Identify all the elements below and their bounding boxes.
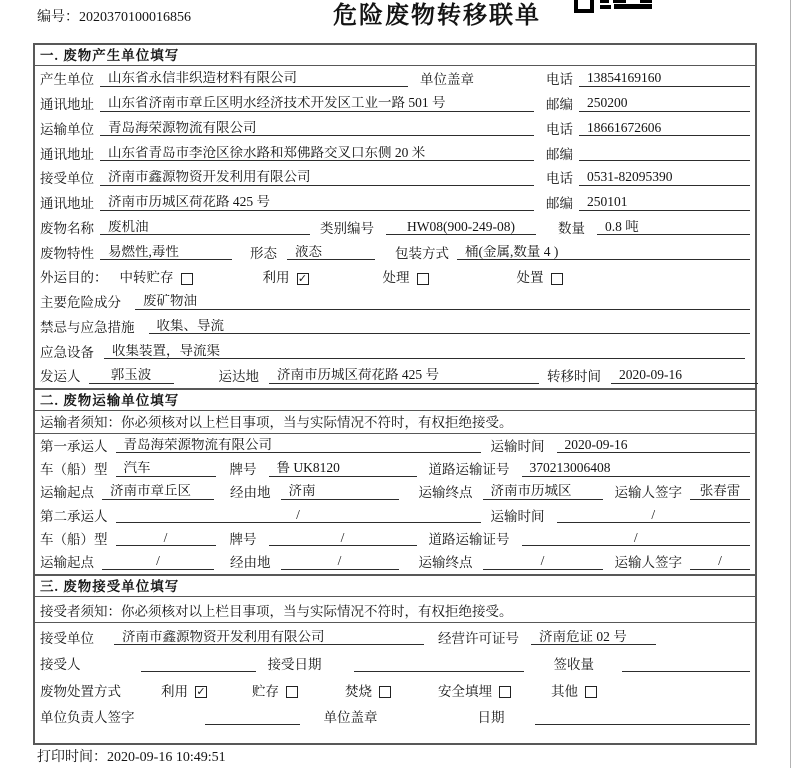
- sign-label: 运输人签字: [614, 555, 682, 571]
- via-label: 经由地: [230, 555, 271, 571]
- row-vehicle1: [35, 457, 755, 480]
- unit-seal-label: 单位盖章: [420, 72, 474, 88]
- print-time-value: 2020-09-16 10:49:51: [107, 750, 226, 765]
- road-no1-value: 370213006408: [522, 461, 751, 477]
- waste-name-label: 废物名称: [40, 220, 94, 236]
- license-label: 经营许可证号: [438, 630, 519, 646]
- disposal-option-incinerate: [345, 685, 391, 699]
- dest-label: 运达地: [218, 369, 259, 385]
- disposal-option-other: [551, 685, 597, 699]
- date-value: [535, 723, 751, 725]
- plate-label: 牌号: [229, 462, 257, 478]
- section-receiver-title: 三. 废物接受单位填写: [35, 576, 755, 597]
- row-waste-character: [35, 239, 755, 264]
- emergency-value: 收集、导流: [149, 319, 751, 335]
- equipment-value: 收集装置，导流渠: [104, 344, 745, 360]
- row-hazard: [35, 289, 755, 314]
- emergency-label: 禁忌与应急措施: [40, 319, 135, 335]
- checkbox-icon: [379, 686, 391, 698]
- via-label: 经由地: [230, 485, 271, 501]
- row-shipper: [35, 363, 755, 388]
- terminal2-value: /: [483, 554, 603, 570]
- row-transporter-notice: [35, 411, 755, 434]
- checkbox-icon: [286, 686, 298, 698]
- carrier2-label: 第二承运人: [40, 508, 108, 524]
- checkbox-label: 利用: [262, 270, 290, 286]
- road-no2-value: /: [522, 531, 751, 547]
- hazard-label: 主要危险成分: [40, 295, 121, 311]
- row-vehicle2: [35, 527, 755, 550]
- print-time-label: 打印时间：: [37, 750, 107, 765]
- recv-addr-value: 济南市历城区荷花路 425 号: [100, 195, 534, 211]
- purpose-option-transfer-storage: [120, 271, 193, 285]
- checkbox-label: 利用: [161, 683, 188, 699]
- pack-value: 桶(金属,数量 4 ): [457, 245, 750, 261]
- row-route2: [35, 550, 755, 573]
- row-gen-addr: [35, 91, 755, 116]
- checkbox-label: 处置: [516, 270, 544, 286]
- print-time-line: [37, 751, 226, 765]
- row-receiver-unit: [35, 623, 755, 649]
- recv-qty-value: [622, 670, 750, 672]
- via1-value: 济南: [281, 484, 399, 500]
- row-route1: [35, 481, 755, 504]
- vehicle-label: 车（船）型: [40, 531, 108, 547]
- row-recv-unit: [35, 165, 755, 190]
- checkbox-label: 中转贮存: [119, 270, 174, 286]
- zip-label: 邮编: [546, 196, 573, 212]
- hazard-value: 废矿物油: [135, 294, 750, 310]
- row-carrier1: [35, 434, 755, 457]
- dest-value: 济南市历城区荷花路 425 号: [269, 368, 539, 384]
- pack-label: 包装方式: [395, 245, 449, 261]
- trans-addr-value: 山东省青岛市李沧区徐水路和郑佛路交叉口东侧 20 米: [100, 146, 534, 162]
- gen-zip-value: 250200: [579, 96, 750, 112]
- recv-unit-value: 济南市鑫源物资开发利用有限公司: [100, 170, 534, 186]
- manifest-form: [33, 43, 757, 745]
- purpose-option-treat: [383, 271, 429, 285]
- row-receiver-person: [35, 649, 755, 675]
- origin-label: 运输起点: [40, 555, 94, 571]
- checkbox-label: 处理: [382, 270, 410, 286]
- trans-time-label: 运输时间: [490, 508, 545, 524]
- plate2-value: /: [269, 531, 417, 547]
- checkbox-icon: [499, 686, 511, 698]
- receiver-notice-label: 接受者须知：: [40, 603, 121, 619]
- section-generator: [35, 45, 755, 388]
- trans-unit-value: 青岛海荣源物流有限公司: [100, 121, 534, 137]
- license-value: 济南危证 02 号: [531, 630, 656, 646]
- form-label: 形态: [250, 245, 277, 261]
- recv-unit-value: 济南市鑫源物资开发利用有限公司: [114, 630, 424, 646]
- gen-addr-value: 山东省济南市章丘区明水经济技术开发区工业一路 501 号: [100, 96, 534, 112]
- recv-person-value: [141, 670, 256, 672]
- row-equipment: [35, 338, 755, 363]
- phone-label: 电话: [546, 171, 573, 187]
- row-trans-unit: [35, 116, 755, 141]
- page-title: 危险废物转移联单: [333, 3, 541, 29]
- terminal-label: 运输终点: [418, 555, 473, 571]
- addr-label: 通讯地址: [40, 196, 94, 212]
- addr-label: 通讯地址: [40, 146, 94, 162]
- zip-label: 邮编: [546, 97, 573, 113]
- transporter-notice-label: 运输者须知：: [40, 414, 121, 430]
- sign1-value: 张春雷: [690, 484, 750, 500]
- checkbox-label: 其他: [551, 683, 578, 699]
- waste-name-value: 废机油: [100, 220, 310, 236]
- row-receiver-notice: [35, 597, 755, 623]
- category-value: HW08(900-249-08): [386, 220, 536, 236]
- vehicle2-value: /: [116, 531, 216, 547]
- row-carrier2: [35, 504, 755, 527]
- origin-label: 运输起点: [40, 485, 94, 501]
- recv-zip-value: 250101: [579, 195, 750, 211]
- character-value: 易燃性,毒性: [100, 245, 232, 261]
- road-no-label: 道路运输证号: [428, 462, 510, 478]
- chief-sign-value: [205, 723, 300, 725]
- checkbox-icon: [417, 273, 429, 285]
- row-emergency: [35, 314, 755, 339]
- row-recv-addr: [35, 190, 755, 215]
- origin1-value: 济南市章丘区: [102, 484, 214, 500]
- recv-date-value: [354, 670, 524, 672]
- disposal-option-utilize: [161, 685, 207, 699]
- recv-person-label: 接受人: [40, 657, 81, 673]
- sign2-value: /: [690, 554, 750, 570]
- row-gen-unit: [35, 66, 755, 91]
- purpose-option-dispose: [517, 271, 563, 285]
- chief-sign-label: 单位负责人签字: [40, 710, 135, 726]
- trans-time-label: 运输时间: [490, 438, 545, 454]
- purpose-option-utilize: [263, 271, 309, 285]
- section-generator-title: 一. 废物产生单位填写: [35, 45, 755, 66]
- category-label: 类别编号: [320, 220, 374, 236]
- plate1-value: 鲁 UK8120: [269, 461, 417, 477]
- disposal-label: 废物处置方式: [40, 683, 121, 699]
- checkbox-checked-icon: ✓: [196, 686, 206, 699]
- phone-label: 电话: [546, 72, 573, 88]
- page-edge-divider: [790, 0, 791, 768]
- trans-zip-value: [579, 159, 750, 161]
- row-waste-name: [35, 215, 755, 240]
- trans-unit-label: 运输单位: [40, 121, 94, 137]
- recv-date-label: 接受日期: [267, 657, 322, 673]
- equipment-label: 应急设备: [40, 344, 94, 360]
- terminal1-value: 济南市历城区: [483, 484, 603, 500]
- row-chief-sign: [35, 702, 755, 728]
- checkbox-checked-icon: ✓: [297, 272, 308, 285]
- carrier2-value: /: [116, 508, 481, 524]
- trans-phone-value: 18661672606: [579, 121, 750, 137]
- checkbox-label: 焚烧: [345, 683, 372, 699]
- qty-label: 数量: [558, 220, 585, 236]
- qty-value: 0.8 吨: [597, 220, 750, 236]
- section-transporter-title: 二. 废物运输单位填写: [35, 390, 755, 411]
- character-label: 废物特性: [40, 245, 94, 261]
- vehicle1-value: 汽车: [116, 461, 216, 477]
- recv-unit-label: 接受单位: [40, 630, 94, 646]
- gen-unit-value: 山东省永信非织造材料有限公司: [100, 71, 408, 87]
- recv-qty-label: 签收量: [553, 657, 594, 673]
- serial-value: 2020370100016856: [79, 10, 191, 25]
- recv-unit-label: 接受单位: [40, 171, 94, 187]
- row-disposal: [35, 676, 755, 702]
- section-transporter: [35, 388, 755, 574]
- section-receiver: [35, 574, 755, 729]
- row-trans-addr: [35, 140, 755, 165]
- serial-label: 编号：: [37, 10, 79, 25]
- phone-label: 电话: [546, 121, 573, 137]
- carrier1-value: 青岛海荣源物流有限公司: [116, 438, 481, 454]
- addr-label: 通讯地址: [40, 97, 94, 113]
- qr-code-fragment-icon: [574, 0, 654, 9]
- transfer-time-label: 转移时间: [547, 369, 601, 385]
- via2-value: /: [281, 554, 399, 570]
- checkbox-label: 贮存: [252, 683, 279, 699]
- document-header: [0, 0, 796, 43]
- checkbox-icon: [181, 273, 193, 285]
- shipper-value: 郭玉波: [89, 368, 174, 384]
- checkbox-label: 安全填埋: [438, 683, 492, 699]
- row-purpose: [35, 264, 755, 289]
- gen-phone-value: 13854169160: [579, 71, 750, 87]
- transfer-time-value: 2020-09-16: [611, 368, 758, 384]
- disposal-option-storage: [252, 685, 298, 699]
- recv-phone-value: 0531-82095390: [579, 170, 750, 186]
- checkbox-icon: [551, 273, 563, 285]
- sign-label: 运输人签字: [614, 485, 682, 501]
- trans-time2-value: /: [557, 508, 751, 524]
- shipper-label: 发运人: [40, 369, 81, 385]
- unit-seal-label: 单位盖章: [323, 710, 378, 726]
- disposal-option-landfill: [438, 685, 511, 699]
- serial-number-line: [37, 11, 191, 25]
- origin2-value: /: [102, 554, 214, 570]
- terminal-label: 运输终点: [418, 485, 473, 501]
- vehicle-label: 车（船）型: [40, 462, 108, 478]
- carrier1-label: 第一承运人: [40, 438, 108, 454]
- date-label: 日期: [477, 710, 505, 726]
- plate-label: 牌号: [229, 531, 257, 547]
- gen-unit-label: 产生单位: [40, 72, 94, 88]
- receiver-notice-text: 你必须核对以上栏目事项，当与实际情况不符时，有权拒绝接受。: [121, 603, 513, 619]
- trans-time1-value: 2020-09-16: [557, 438, 751, 454]
- road-no-label: 道路运输证号: [428, 531, 510, 547]
- checkbox-icon: [585, 686, 597, 698]
- zip-label: 邮编: [546, 146, 573, 162]
- form-value: 液态: [287, 245, 375, 261]
- purpose-label: 外运目的：: [40, 270, 108, 286]
- transporter-notice-text: 你必须核对以上栏目事项，当与实际情况不符时，有权拒绝接受。: [121, 414, 513, 430]
